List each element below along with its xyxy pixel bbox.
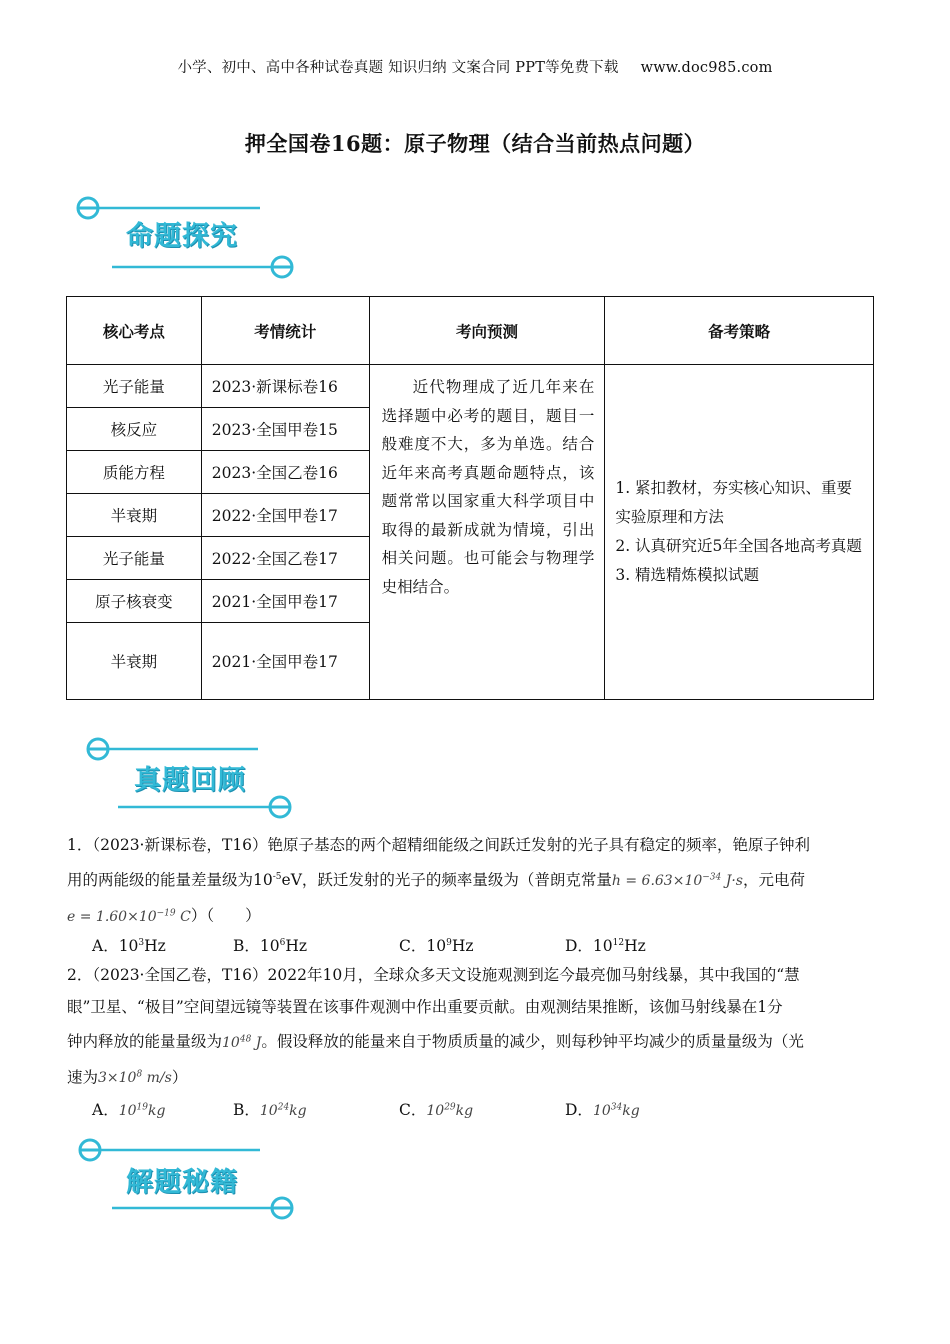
cell-core-point: 原子核衰变 [67, 580, 202, 623]
cell-core-point: 半衰期 [67, 623, 202, 700]
section-badge-mingti [72, 192, 312, 282]
light-speed-formula: $3\times 10^8$ m/s [98, 1069, 172, 1087]
cell-stat: 2023·新课标卷16 [201, 365, 369, 408]
question-2-line: 2．（2023·全国乙卷，T16）2022年10月，全球众多天文设施观测到迄今最亮伽马射线暴，其中我国的“慧 [67, 966, 800, 984]
cell-core-point: 光子能量 [67, 537, 202, 580]
page-title: 押全国卷16题：原子物理（结合当前热点问题） [244, 131, 706, 156]
option-a[interactable]: A．$10^{19}kg$ [92, 1101, 166, 1119]
section-badge-jieti [72, 1134, 312, 1224]
cell-core-point: 核反应 [67, 408, 202, 451]
option-b[interactable]: B．$10^6Hz$ [233, 937, 308, 955]
section-title-zhenti: 真题回顾 [134, 765, 246, 796]
cell-core-point: 质能方程 [67, 451, 202, 494]
question-1-line: 1．（2023·新课标卷，T16）铯原子基态的两个超精细能级之间跃迁发射的光子具有稳定的频率，铯原子钟利 [67, 836, 811, 854]
cell-stat: 2021·全国甲卷17 [201, 580, 369, 623]
option-d[interactable]: D．$10^{34}kg$ [565, 1101, 640, 1119]
cell-core-point: 光子能量 [67, 365, 202, 408]
option-b[interactable]: B．$10^{24}kg$ [233, 1101, 307, 1119]
table-header-row [67, 297, 874, 365]
strategy-item: 1. 紧扣教材，夯实核心知识、重要实验原理和方法 [615, 479, 853, 526]
section-badge-zhenti [74, 734, 314, 824]
energy-formula: $10^{48}$ J [222, 1034, 262, 1051]
cell-strategy [605, 365, 874, 700]
section-title-mingti: 命题探究 [126, 221, 238, 252]
question-1-line: 用的两能级的能量差量级为$10^{-5}eV$，跃迁发射的光子的频率量级为（普朗克常量$h = 6.63\times 10^{-34}$ J·s，元电荷 [67, 871, 805, 890]
question-2-line: 眼”卫星、“极目”空间望远镜等装置在该事件观测中作出重要贡献。由观测结果推断，该伽马射线暴在1分 [67, 998, 783, 1016]
planck-formula: $h = 6.63\times 10^{-34}$ J·s [611, 872, 743, 890]
header-text: 小学、初中、高中各种试卷真题 知识归纳 文案合同 PPT等免费下载 [177, 60, 619, 76]
charge-formula: $e = 1.60\times 10^{-19}$ C [67, 908, 191, 925]
section-title-jieti: 解题秘籍 [126, 1167, 238, 1198]
question-1 [67, 829, 875, 933]
question-2-line: 速为$3\times 10^8$ m/s） [67, 1068, 188, 1087]
col-header-stats: 考情统计 [201, 297, 369, 365]
cell-stat: 2023·全国甲卷15 [201, 408, 369, 451]
cell-stat: 2021·全国甲卷17 [201, 623, 369, 700]
option-c[interactable]: C．$10^9Hz$ [399, 937, 474, 955]
header-url[interactable]: www.doc985.com [640, 60, 773, 76]
strategy-item: 2. 认真研究近5年全国各地高考真题 [615, 537, 862, 555]
col-header-strategy: 备考策略 [605, 297, 874, 365]
question-2-line: 钟内释放的能量量级为$10^{48}$ J。假设释放的能量来自于物质质量的减少，则每秒钟平均减少的质量量级为（光 [67, 1032, 804, 1051]
cell-stat: 2022·全国乙卷17 [201, 537, 369, 580]
col-header-prediction: 考向预测 [369, 297, 605, 365]
option-c[interactable]: C．$10^{29}kg$ [399, 1101, 474, 1119]
page-header [0, 56, 950, 77]
strategy-item: 3. 精选精炼模拟试题 [615, 566, 760, 584]
question-2 [67, 959, 875, 1094]
option-a[interactable]: A．$10^3Hz$ [92, 937, 166, 955]
option-d[interactable]: D．$10^{12}Hz$ [565, 937, 646, 955]
question-1-line: $e = 1.60\times 10^{-19}$ C）（ ） [67, 906, 261, 925]
cell-prediction: 近代物理成了近几年来在选择题中必考的题目，题目一般难度不大，多为单选。结合近年来高考真题命题特点，该题常常以国家重大科学项目中取得的最新成就为情境，引出相关问题。也可能会与物理学史相结合。 [369, 365, 605, 700]
cell-core-point: 半衰期 [67, 494, 202, 537]
col-header-core: 核心考点 [67, 297, 202, 365]
cell-stat: 2022·全国甲卷17 [201, 494, 369, 537]
exam-analysis-table [66, 296, 874, 700]
cell-stat: 2023·全国乙卷16 [201, 451, 369, 494]
table-row [67, 365, 874, 408]
